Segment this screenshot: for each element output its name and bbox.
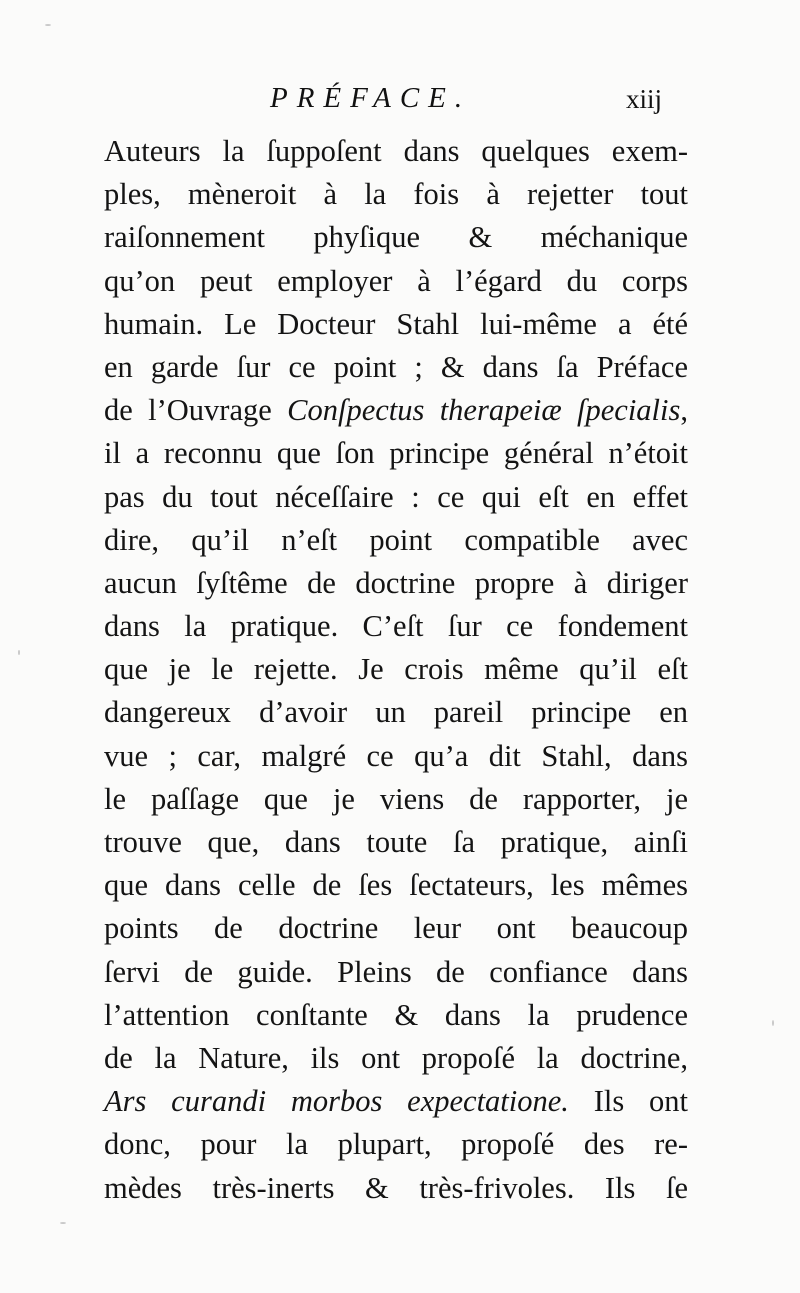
text-line: dangereux d’avoir un pareil principe en [104,695,688,730]
text-line [104,389,688,432]
text-line: l’attention conſtante & dans la prudence [104,997,688,1032]
paper-speck [772,1020,774,1026]
text-line: mèdes très-inerts & très-frivoles. Ils ſe [104,1170,688,1205]
text-line: points de doctrine leur ont beaucoup [104,911,688,946]
text-line [104,1080,688,1123]
italic-phrase: Ars curandi morbos expectatione. [104,1084,569,1119]
page-header [0,82,800,122]
text-line: vue ; car, malgré ce qu’a dit Stahl, dans [104,738,688,773]
text-line: dire, qu’il n’eſt point compatible avec [104,522,688,557]
paper-speck [18,650,20,655]
text-line: trouve que, dans toute ſa pratique, ainſi [104,825,688,859]
text-line: Auteurs la ſuppoſent dans quelques exem- [104,134,688,168]
text-line: ples, mèneroit à la fois à rejetter tout [104,177,688,212]
italic-title: Conſpectus therapeiæ ſpecialis [287,393,681,428]
text-line: humain. Le Docteur Stahl lui-même a été [104,306,688,341]
running-title: PRÉFACE. [270,82,472,114]
page-number: xiij [626,84,663,114]
text-line: pas du tout néceſſaire : ce qui eſt en effet [104,479,688,514]
text-line: dans la pratique. C’eſt ſur ce fondement [104,609,688,644]
body-text [104,130,688,1210]
text-line: que dans celle de ſes ſectateurs, les mêmes [104,868,688,903]
text-line: ſervi de guide. Pleins de confiance dans [104,954,688,989]
text-segment: Ils ont [568,1084,689,1119]
text-line: qu’on peut employer à l’égard du corps [104,263,688,298]
text-line: donc, pour la plupart, propoſé des re- [104,1127,688,1162]
paper-speck [60,1222,66,1224]
text-segment: , [680,393,688,428]
text-segment: de l’Ouvrage [104,393,288,428]
paper-speck [45,24,51,26]
text-line: aucun ſyſtême de doctrine propre à diriger [104,565,688,600]
text-line: en garde ſur ce point ; & dans ſa Préface [104,349,688,384]
text-line: il a reconnu que ſon principe général n’étoit [104,436,688,471]
text-line: que je le rejette. Je crois même qu’il eſt [104,652,688,687]
text-line: le paſſage que je viens de rapporter, je [104,781,688,816]
text-line: de la Nature, ils ont propoſé la doctrine, [104,1040,688,1075]
text-line: raiſonnement phyſique & méchanique [104,220,688,255]
